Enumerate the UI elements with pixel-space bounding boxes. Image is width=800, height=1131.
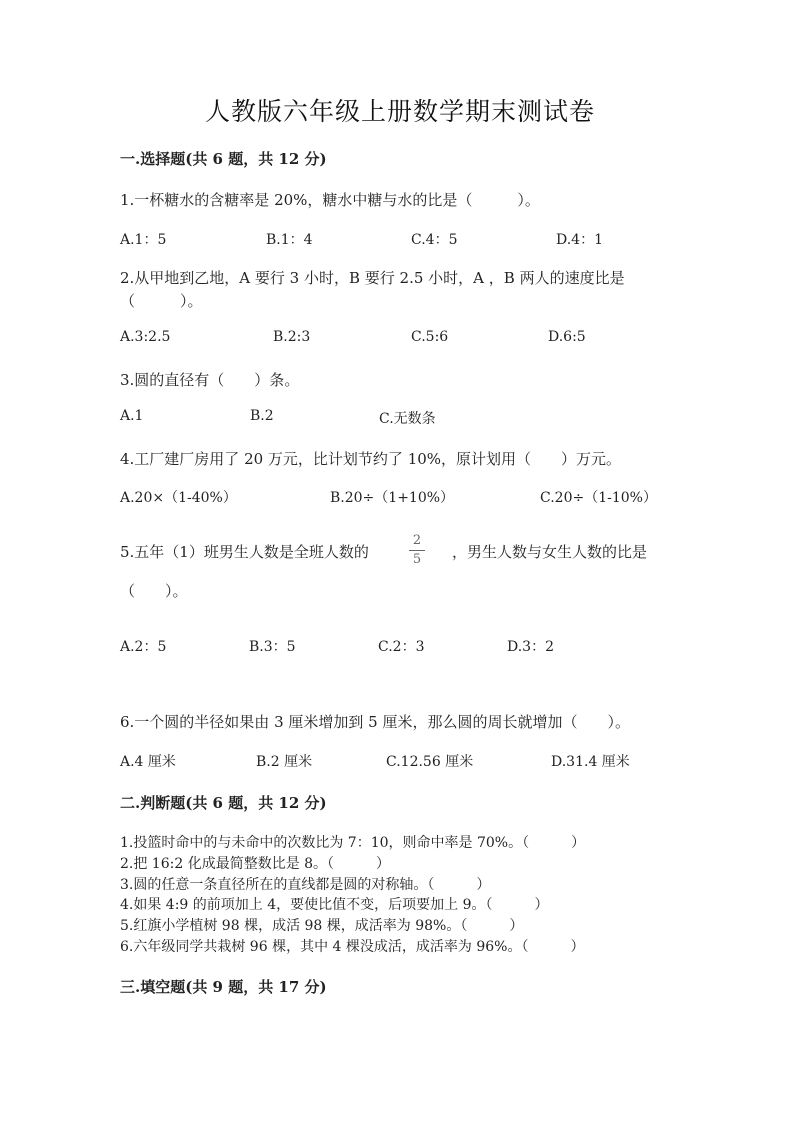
question-5-part2: ，男生人数与女生人数的比是 [452,543,648,561]
q6-option-c: C.12.56 厘米 [386,754,474,770]
q5-option-b: B.3：5 [249,639,296,655]
q3-option-c: C.无数条 [379,411,436,427]
question-3: 3.圆的直径有（ ）条。 [120,371,300,389]
question-4: 4.工厂建厂房用了 20 万元，比计划节约了 10%，原计划用（ ）万元。 [120,450,622,468]
section-fill-heading: 三.填空题(共 9 题，共 17 分) [120,978,327,996]
q3-option-a: A.1 [120,408,144,424]
judge-question-6: 6.六年级同学共栽树 96 棵，其中 4 棵没成活，成活率为 96%。（ ） [120,939,585,955]
exam-title: 人教版六年级上册数学期末测试卷 [204,97,595,126]
question-6: 6.一个圆的半径如果由 3 厘米增加到 5 厘米，那么圆的周长就增加（ ）。 [120,713,630,731]
question-5-part1: 5.五年（1）班男生人数是全班人数的 [120,543,369,561]
judge-question-1: 1.投篮时命中的与未命中的次数比为 7：10，则命中率是 70%。（ ） [120,835,586,851]
judge-question-4: 4.如果 4:9 的前项加上 4，要使比值不变，后项要加上 9。（ ） [120,897,549,913]
fraction-two-fifths [409,534,425,567]
q3-option-b: B.2 [250,408,274,424]
q6-option-d: D.31.4 厘米 [551,754,630,770]
q5-option-a: A.2：5 [120,639,167,655]
judge-question-3: 3.圆的任意一条直径所在的直线都是圆的对称轴。（ ） [120,877,491,893]
q5-option-c: C.2：3 [378,639,425,655]
q2-option-a: A.3:2.5 [120,329,171,345]
fraction-numerator: 2 [412,533,422,548]
q1-option-c: C.4：5 [411,232,458,248]
q4-option-c: C.20÷（1-10%） [540,490,657,506]
q1-option-a: A.1：5 [120,232,167,248]
section-judge-heading: 二.判断题(共 6 题，共 12 分) [120,794,327,812]
q5-option-d: D.3：2 [507,639,554,655]
section-choice-heading: 一.选择题(共 6 题，共 12 分) [120,150,327,168]
q2-option-d: D.6:5 [548,329,586,345]
question-5-line2: （ ）。 [120,582,188,600]
q2-option-c: C.5:6 [411,329,449,345]
q4-option-b: B.20÷（1+10%） [330,490,455,506]
q1-option-b: B.1：4 [266,232,313,248]
q6-option-a: A.4 厘米 [120,754,176,770]
question-1: 1.一杯糖水的含糖率是 20%，糖水中糖与水的比是（ ）。 [120,191,540,209]
question-2-line1: 2.从甲地到乙地，A 要行 3 小时，B 要行 2.5 小时，A ，B 两人的速度比是 [120,269,625,287]
fraction-bar [409,550,425,551]
q2-option-b: B.2:3 [273,329,311,345]
q1-option-d: D.4：1 [556,232,603,248]
judge-question-5: 5.红旗小学植树 98 棵，成活 98 棵，成活率为 98%。（ ） [120,918,524,934]
question-2-line2: （ ）。 [120,292,203,310]
q6-option-b: B.2 厘米 [256,754,313,770]
fraction-denominator: 5 [412,552,422,567]
q4-option-a: A.20×（1-40%） [120,490,237,506]
judge-question-2: 2.把 16:2 化成最简整数比是 8。（ ） [120,856,391,872]
